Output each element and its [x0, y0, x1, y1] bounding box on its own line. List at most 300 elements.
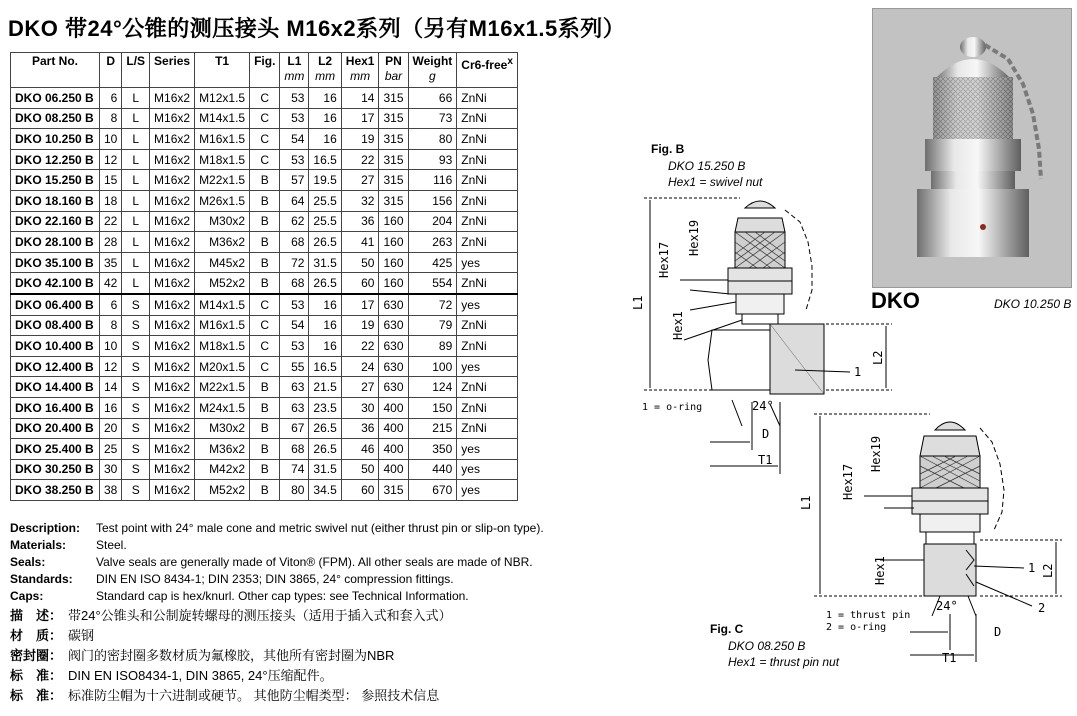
- table-row: [11, 273, 518, 294]
- note-row: [10, 537, 544, 554]
- column-header: [250, 53, 280, 88]
- table-cell: 93: [408, 149, 457, 170]
- table-cell: S: [122, 356, 150, 377]
- table-cell: M16x2: [150, 377, 195, 398]
- table-cell: M36x2: [195, 439, 250, 460]
- fig-c-label: Fig. C: [710, 622, 744, 636]
- table-row: [11, 252, 518, 273]
- table-cell: 630: [379, 356, 408, 377]
- table-cell: C: [250, 149, 280, 170]
- table-cell: 315: [379, 190, 408, 211]
- column-header-unit: bar: [384, 69, 403, 83]
- fig-c-l2: L2: [1041, 563, 1055, 578]
- table-cell: 89: [408, 336, 457, 357]
- table-cell: 8: [100, 108, 122, 129]
- note-value: Test point with 24° male cone and metric swivel nut (either thrust pin or slip-on type).: [96, 521, 544, 535]
- table-cell: DKO 14.400 B: [11, 377, 100, 398]
- table-cell: 17: [341, 108, 379, 129]
- table-cell: 80: [280, 480, 309, 501]
- column-header-label: PN: [385, 54, 402, 68]
- table-cell: B: [250, 377, 280, 398]
- table-cell: 22: [341, 336, 379, 357]
- product-photo: [872, 8, 1072, 288]
- table-cell: B: [250, 232, 280, 253]
- table-cell: DKO 15.250 B: [11, 170, 100, 191]
- table-cell: DKO 10.400 B: [11, 336, 100, 357]
- column-header-unit: mm: [284, 69, 305, 83]
- table-cell: 425: [408, 252, 457, 273]
- table-cell: 20: [100, 418, 122, 439]
- note-row: [10, 520, 544, 537]
- photo-caption: DKO 10.250 B: [994, 297, 1072, 311]
- table-cell: 23.5: [309, 397, 341, 418]
- english-notes: [10, 520, 544, 605]
- table-cell: 26.5: [309, 273, 341, 294]
- table-cell: 400: [379, 439, 408, 460]
- table-cell: S: [122, 315, 150, 336]
- table-cell: L: [122, 211, 150, 232]
- table-cell: 6: [100, 294, 122, 315]
- page-title: DKO 带24°公锥的测压接头 M16x2系列（另有M16x1.5系列）: [8, 16, 626, 41]
- table-cell: 630: [379, 377, 408, 398]
- table-cell: ZnNi: [457, 397, 518, 418]
- fig-b-callout-1: 1: [854, 365, 862, 379]
- table-cell: 315: [379, 480, 408, 501]
- table-cell: 73: [408, 108, 457, 129]
- table-cell: 25.5: [309, 211, 341, 232]
- table-cell: 16: [309, 108, 341, 129]
- table-cell: 50: [341, 252, 379, 273]
- table-cell: C: [250, 129, 280, 150]
- table-cell: 34.5: [309, 480, 341, 501]
- table-cell: 19: [341, 315, 379, 336]
- table-cell: DKO 12.400 B: [11, 356, 100, 377]
- note-value: DIN EN ISO 8434-1; DIN 2353; DIN 3865, 24° compression fittings.: [96, 572, 454, 586]
- product-photo-illustration: [873, 9, 1071, 287]
- table-cell: 25: [100, 439, 122, 460]
- column-header: [11, 53, 100, 88]
- table-row: [11, 377, 518, 398]
- fig-c-t1: T1: [942, 651, 957, 665]
- table-row: [11, 294, 518, 315]
- table-cell: yes: [457, 439, 518, 460]
- note-label: Standards:: [10, 572, 73, 586]
- table-cell: ZnNi: [457, 273, 518, 294]
- table-cell: M26x1.5: [195, 190, 250, 211]
- table-cell: 19.5: [309, 170, 341, 191]
- table-cell: M24x1.5: [195, 397, 250, 418]
- table-cell: 60: [341, 480, 379, 501]
- table-row: [11, 170, 518, 191]
- table-cell: 26.5: [309, 439, 341, 460]
- table-cell: 64: [280, 190, 309, 211]
- table-cell: M16x1.5: [195, 129, 250, 150]
- table-cell: S: [122, 294, 150, 315]
- table-cell: 156: [408, 190, 457, 211]
- column-header-label: Part No.: [31, 54, 78, 68]
- note-value: 碳钢: [68, 628, 95, 643]
- table-cell: S: [122, 377, 150, 398]
- table-cell: 32: [341, 190, 379, 211]
- table-cell: 42: [100, 273, 122, 294]
- table-cell: M12x1.5: [195, 88, 250, 109]
- table-cell: yes: [457, 356, 518, 377]
- table-cell: M52x2: [195, 480, 250, 501]
- table-cell: M20x1.5: [195, 356, 250, 377]
- table-cell: 10: [100, 129, 122, 150]
- table-cell: 53: [280, 294, 309, 315]
- note-value: Valve seals are generally made of Viton® (FPM). All other seals are made of NBR.: [96, 555, 533, 569]
- fig-b-t1: T1: [758, 453, 773, 467]
- table-cell: 30: [100, 459, 122, 480]
- table-cell: B: [250, 252, 280, 273]
- table-cell: 67: [280, 418, 309, 439]
- table-cell: 55: [280, 356, 309, 377]
- table-cell: DKO 16.400 B: [11, 397, 100, 418]
- note-label: 密封圈：: [10, 648, 63, 663]
- table-cell: 79: [408, 315, 457, 336]
- note-value: 阀门的密封圈多数材质为氟橡胶，其他所有密封圈为NBR: [68, 648, 395, 663]
- table-cell: M16x2: [150, 294, 195, 315]
- fig-c-caption-1: DKO 08.250 B: [728, 639, 806, 653]
- table-cell: 60: [341, 273, 379, 294]
- note-row: [10, 588, 544, 605]
- table-cell: L: [122, 273, 150, 294]
- note-label: Description:: [10, 521, 81, 535]
- table-row: [11, 88, 518, 109]
- fig-b-label: Fig. B: [651, 142, 685, 156]
- table-cell: ZnNi: [457, 418, 518, 439]
- fig-c-hex19: Hex19: [869, 435, 883, 472]
- column-header-unit: mm: [350, 69, 371, 83]
- fig-c-callout-2: 2: [1038, 601, 1046, 615]
- table-cell: M30x2: [195, 211, 250, 232]
- note-label: Caps:: [10, 589, 44, 603]
- table-cell: 16: [100, 397, 122, 418]
- table-cell: M18x1.5: [195, 336, 250, 357]
- table-cell: 12: [100, 149, 122, 170]
- table-cell: 16: [309, 88, 341, 109]
- table-cell: M16x2: [150, 273, 195, 294]
- table-cell: M16x2: [150, 108, 195, 129]
- table-cell: 80: [408, 129, 457, 150]
- table-cell: 10: [100, 336, 122, 357]
- table-cell: L: [122, 88, 150, 109]
- table-cell: 24: [341, 356, 379, 377]
- table-cell: yes: [457, 294, 518, 315]
- fig-b-caption-1: DKO 15.250 B: [668, 159, 746, 173]
- note-row: [10, 571, 544, 588]
- table-cell: S: [122, 480, 150, 501]
- table-cell: S: [122, 418, 150, 439]
- table-cell: 54: [280, 129, 309, 150]
- table-cell: L: [122, 129, 150, 150]
- table-cell: 160: [379, 232, 408, 253]
- fig-c-drawing: [780, 400, 1072, 665]
- table-cell: 204: [408, 211, 457, 232]
- table-cell: B: [250, 418, 280, 439]
- table-cell: 72: [408, 294, 457, 315]
- note-row: [10, 686, 452, 706]
- note-row: [10, 646, 452, 666]
- table-cell: C: [250, 336, 280, 357]
- note-value: DIN EN ISO8434-1, DIN 3865, 24°压缩配件。: [68, 668, 333, 683]
- table-cell: B: [250, 190, 280, 211]
- table-cell: 63: [280, 377, 309, 398]
- table-cell: 19: [341, 129, 379, 150]
- table-cell: M14x1.5: [195, 294, 250, 315]
- column-header: [280, 53, 309, 88]
- table-row: [11, 108, 518, 129]
- column-header-label: Series: [154, 54, 191, 68]
- spec-table: [10, 52, 518, 501]
- table-cell: M42x2: [195, 459, 250, 480]
- table-cell: M16x2: [150, 459, 195, 480]
- table-cell: C: [250, 88, 280, 109]
- column-header: [457, 53, 518, 88]
- table-cell: 670: [408, 480, 457, 501]
- table-cell: 350: [408, 439, 457, 460]
- fig-b-l2: L2: [871, 350, 885, 365]
- table-cell: 315: [379, 170, 408, 191]
- column-header-label: Cr6-free: [461, 58, 508, 72]
- table-cell: 68: [280, 439, 309, 460]
- note-row: [10, 606, 452, 626]
- table-cell: ZnNi: [457, 88, 518, 109]
- table-cell: M16x2: [150, 397, 195, 418]
- table-cell: M22x1.5: [195, 170, 250, 191]
- table-cell: ZnNi: [457, 315, 518, 336]
- table-cell: ZnNi: [457, 170, 518, 191]
- table-cell: 16: [309, 336, 341, 357]
- table-row: [11, 356, 518, 377]
- table-cell: 35: [100, 252, 122, 273]
- note-value: 标准防尘帽为十六进制或硬节。 其他防尘帽类型： 参照技术信息: [68, 688, 440, 703]
- table-row: [11, 232, 518, 253]
- table-cell: B: [250, 170, 280, 191]
- table-cell: 16: [309, 294, 341, 315]
- table-row: [11, 397, 518, 418]
- table-cell: 50: [341, 459, 379, 480]
- table-cell: 215: [408, 418, 457, 439]
- fig-b-hex17: Hex17: [657, 241, 671, 278]
- column-header-unit: g: [429, 69, 436, 83]
- column-header-label: Hex1: [345, 54, 375, 68]
- table-cell: M16x2: [150, 129, 195, 150]
- table-cell: M16x2: [150, 336, 195, 357]
- column-header-label: Fig.: [254, 54, 276, 68]
- table-cell: 26.5: [309, 232, 341, 253]
- table-cell: 53: [280, 149, 309, 170]
- note-value: Standard cap is hex/knurl. Other cap types: see Technical Information.: [96, 589, 469, 603]
- table-cell: yes: [457, 480, 518, 501]
- table-cell: 16.5: [309, 356, 341, 377]
- note-value: Steel.: [96, 538, 127, 552]
- table-cell: DKO 10.250 B: [11, 129, 100, 150]
- table-cell: 315: [379, 149, 408, 170]
- fig-c-hex1: Hex1: [873, 556, 887, 585]
- table-cell: M16x2: [150, 190, 195, 211]
- table-row: [11, 439, 518, 460]
- table-cell: DKO 06.400 B: [11, 294, 100, 315]
- table-cell: 74: [280, 459, 309, 480]
- table-cell: ZnNi: [457, 336, 518, 357]
- table-cell: S: [122, 336, 150, 357]
- column-header: [150, 53, 195, 88]
- table-cell: 46: [341, 439, 379, 460]
- note-label: 标 准：: [10, 688, 63, 703]
- table-cell: L: [122, 170, 150, 191]
- table-cell: M52x2: [195, 273, 250, 294]
- table-cell: 38: [100, 480, 122, 501]
- table-cell: 630: [379, 294, 408, 315]
- table-cell: M45x2: [195, 252, 250, 273]
- table-cell: 36: [341, 418, 379, 439]
- table-cell: 72: [280, 252, 309, 273]
- table-cell: S: [122, 459, 150, 480]
- table-cell: DKO 42.100 B: [11, 273, 100, 294]
- fig-c-callout-1: 1: [1028, 561, 1036, 575]
- table-cell: M16x2: [150, 88, 195, 109]
- table-cell: DKO 28.100 B: [11, 232, 100, 253]
- table-cell: 14: [341, 88, 379, 109]
- table-row: [11, 336, 518, 357]
- table-cell: ZnNi: [457, 190, 518, 211]
- table-cell: DKO 25.400 B: [11, 439, 100, 460]
- table-cell: 22: [100, 211, 122, 232]
- note-label: Seals:: [10, 555, 46, 569]
- table-cell: 160: [379, 273, 408, 294]
- table-cell: ZnNi: [457, 232, 518, 253]
- fig-c-d: D: [994, 625, 1002, 639]
- table-cell: L: [122, 149, 150, 170]
- table-row: [11, 211, 518, 232]
- table-cell: DKO 06.250 B: [11, 88, 100, 109]
- note-value: 带24°公锥头和公制旋转螺母的测压接头（适用于插入式和套入式）: [68, 608, 452, 623]
- table-cell: DKO 12.250 B: [11, 149, 100, 170]
- fig-b-oring-legend: 1 = o-ring: [642, 402, 703, 413]
- table-row: [11, 190, 518, 211]
- table-cell: 57: [280, 170, 309, 191]
- column-header-label: L2: [318, 54, 333, 68]
- column-header-unit: x: [507, 56, 513, 67]
- table-row: [11, 459, 518, 480]
- table-cell: M16x2: [150, 480, 195, 501]
- table-cell: DKO 20.400 B: [11, 418, 100, 439]
- product-label: DKO: [871, 288, 920, 313]
- note-row: [10, 554, 544, 571]
- table-cell: 36: [341, 211, 379, 232]
- table-cell: 160: [379, 211, 408, 232]
- table-cell: B: [250, 273, 280, 294]
- table-cell: M22x1.5: [195, 377, 250, 398]
- table-cell: 160: [379, 252, 408, 273]
- table-cell: L: [122, 190, 150, 211]
- fig-b-l1: L1: [631, 295, 645, 310]
- table-cell: DKO 08.400 B: [11, 315, 100, 336]
- table-cell: M16x2: [150, 211, 195, 232]
- table-cell: 16: [309, 315, 341, 336]
- table-cell: M14x1.5: [195, 108, 250, 129]
- table-cell: L: [122, 232, 150, 253]
- table-cell: 26.5: [309, 418, 341, 439]
- column-header-label: D: [106, 54, 116, 68]
- table-cell: DKO 35.100 B: [11, 252, 100, 273]
- table-row: [11, 129, 518, 150]
- table-cell: 53: [280, 88, 309, 109]
- table-cell: 630: [379, 315, 408, 336]
- table-cell: 27: [341, 377, 379, 398]
- table-cell: 28: [100, 232, 122, 253]
- table-cell: 68: [280, 232, 309, 253]
- table-cell: DKO 22.160 B: [11, 211, 100, 232]
- column-header-unit: mm: [315, 69, 336, 83]
- table-row: [11, 418, 518, 439]
- table-cell: 400: [379, 397, 408, 418]
- column-header-label: T1: [215, 54, 230, 68]
- table-row: [11, 315, 518, 336]
- table-cell: M16x1.5: [195, 315, 250, 336]
- note-row: [10, 666, 452, 686]
- table-cell: M16x2: [150, 356, 195, 377]
- table-cell: 63: [280, 397, 309, 418]
- table-cell: 68: [280, 273, 309, 294]
- table-cell: 630: [379, 336, 408, 357]
- fig-c-l1: L1: [799, 495, 813, 510]
- table-cell: M16x2: [150, 149, 195, 170]
- table-cell: 8: [100, 315, 122, 336]
- table-cell: 315: [379, 108, 408, 129]
- table-cell: M18x1.5: [195, 149, 250, 170]
- table-cell: 14: [100, 377, 122, 398]
- note-label: 描 述：: [10, 608, 63, 623]
- chinese-notes: [10, 606, 452, 706]
- table-cell: ZnNi: [457, 149, 518, 170]
- table-cell: 315: [379, 88, 408, 109]
- table-cell: 66: [408, 88, 457, 109]
- table-cell: 54: [280, 315, 309, 336]
- table-cell: 18: [100, 190, 122, 211]
- table-cell: 17: [341, 294, 379, 315]
- note-label: 材 质：: [10, 628, 63, 643]
- column-header: [195, 53, 250, 88]
- fig-c-legend-1: 1 = thrust pin: [826, 610, 911, 621]
- table-cell: L: [122, 108, 150, 129]
- fig-c-caption-2: Hex1 = thrust pin nut: [728, 655, 840, 669]
- fig-b-hex19: Hex19: [687, 219, 701, 256]
- table-cell: 6: [100, 88, 122, 109]
- fig-c-hex17: Hex17: [841, 463, 855, 500]
- column-header-label: Weight: [412, 54, 453, 68]
- table-cell: 16: [309, 129, 341, 150]
- table-cell: C: [250, 108, 280, 129]
- fig-c-angle: 24°: [936, 599, 958, 613]
- table-cell: yes: [457, 459, 518, 480]
- table-header-row: [11, 53, 518, 88]
- table-cell: 263: [408, 232, 457, 253]
- table-cell: B: [250, 211, 280, 232]
- table-cell: 16.5: [309, 149, 341, 170]
- table-cell: yes: [457, 252, 518, 273]
- fig-c-legend-2: 2 = o-ring: [826, 622, 887, 633]
- table-cell: C: [250, 315, 280, 336]
- fig-b-angle: 24°: [752, 399, 774, 413]
- table-row: [11, 149, 518, 170]
- table-cell: 440: [408, 459, 457, 480]
- table-cell: 21.5: [309, 377, 341, 398]
- table-cell: C: [250, 356, 280, 377]
- table-cell: 116: [408, 170, 457, 191]
